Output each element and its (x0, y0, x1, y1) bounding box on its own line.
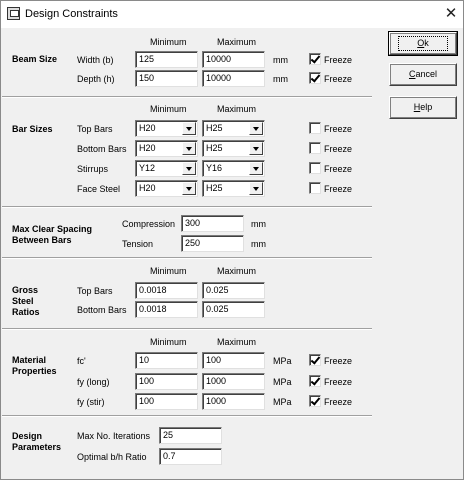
close-icon[interactable]: ✕ (444, 5, 458, 22)
top-bars-freeze-label: Freeze (324, 124, 353, 134)
face-steel-freeze-label: Freeze (324, 184, 353, 194)
bottom-bars-freeze-label: Freeze (324, 144, 353, 154)
top-bars-max-select[interactable] (202, 120, 265, 137)
stirrups-freeze-label: Freeze (324, 164, 353, 174)
title-bar (1, 1, 463, 28)
width-max-input[interactable]: 10000 (202, 51, 265, 68)
section-bar-sizes: Bar Sizes (12, 124, 53, 134)
fy-long-label: fy (long) (77, 377, 110, 387)
help-button[interactable] (389, 96, 457, 119)
bottom-bars-max-select[interactable] (202, 140, 265, 157)
compression-input[interactable]: 300 (181, 215, 244, 232)
compression-unit: mm (251, 219, 266, 229)
ratio-bottom-label: Bottom Bars (77, 305, 127, 315)
width-freeze-label: Freeze (324, 55, 353, 65)
ratio-bottom-max-input[interactable]: 0.025 (202, 301, 265, 318)
top-bars-min-value: H20 (139, 123, 156, 133)
ok-mnemonic: O (417, 38, 425, 48)
fy-long-max-input[interactable]: 1000 (202, 373, 265, 390)
chevron-down-icon[interactable] (249, 162, 263, 175)
app-icon (7, 7, 20, 20)
ratio-top-max-input[interactable]: 0.025 (202, 282, 265, 299)
fc-label: fc' (77, 356, 86, 366)
section-beam-size: Beam Size (12, 54, 58, 64)
chevron-down-icon[interactable] (249, 182, 263, 195)
top-bars-max-value: H25 (206, 123, 223, 133)
depth-max-input[interactable]: 10000 (202, 70, 265, 87)
tension-label: Tension (122, 239, 154, 249)
fy-long-freeze-label: Freeze (324, 377, 353, 387)
fy-long-unit: MPa (273, 377, 292, 387)
stirrups-max-value: Y16 (206, 163, 223, 173)
cancel-mnemonic: C (408, 69, 416, 79)
ratio-top-label: Top Bars (77, 286, 113, 296)
face-steel-max-value: H25 (206, 183, 223, 193)
stirrups-min-value: Y12 (139, 163, 156, 173)
fy-stir-freeze-label: Freeze (324, 397, 353, 407)
stirrups-freeze-checkbox[interactable] (309, 162, 321, 174)
stirrups-label: Stirrups (77, 164, 109, 174)
header-minimum: Minimum (150, 37, 187, 47)
tension-unit: mm (251, 239, 266, 249)
fy-long-freeze-checkbox[interactable] (309, 375, 321, 387)
section-ratios-line2: Steel (12, 296, 34, 306)
fc-max-input[interactable]: 100 (202, 352, 265, 369)
depth-min-input[interactable]: 150 (135, 70, 198, 87)
width-min-input[interactable]: 125 (135, 51, 198, 68)
width-unit: mm (273, 55, 288, 65)
face-steel-freeze-checkbox[interactable] (309, 182, 321, 194)
separator (2, 415, 372, 417)
ratio-bottom-min-input[interactable]: 0.0018 (135, 301, 198, 318)
stirrups-min-select[interactable] (135, 160, 198, 177)
header-maximum: Maximum (217, 104, 257, 114)
ratio-top-min-input[interactable]: 0.0018 (135, 282, 198, 299)
header-maximum: Maximum (217, 266, 257, 276)
section-design-line1: Design (12, 431, 43, 441)
top-bars-freeze-checkbox[interactable] (309, 122, 321, 134)
fy-long-min-input[interactable]: 100 (135, 373, 198, 390)
width-freeze-checkbox[interactable] (309, 53, 321, 65)
window-title: Design Constraints (25, 8, 118, 20)
ok-rest: k (424, 38, 429, 48)
fy-stir-label: fy (stir) (77, 397, 105, 407)
fc-min-input[interactable]: 10 (135, 352, 198, 369)
header-maximum: Maximum (217, 37, 257, 47)
face-steel-min-value: H20 (139, 183, 156, 193)
depth-freeze-checkbox[interactable] (309, 72, 321, 84)
stirrups-max-select[interactable] (202, 160, 265, 177)
depth-unit: mm (273, 74, 288, 84)
header-maximum: Maximum (217, 337, 257, 347)
fc-freeze-label: Freeze (324, 356, 353, 366)
tension-input[interactable]: 250 (181, 235, 244, 252)
iterations-input[interactable]: 25 (159, 427, 222, 444)
separator (2, 257, 372, 259)
cancel-rest: ancel (415, 69, 437, 79)
section-ratios-line3: Ratios (12, 307, 40, 317)
cancel-button[interactable] (389, 63, 457, 86)
top-bars-label: Top Bars (77, 124, 113, 134)
width-label: Width (b) (77, 55, 114, 65)
section-spacing-line1: Max Clear Spacing (12, 224, 93, 234)
fc-freeze-checkbox[interactable] (309, 354, 321, 366)
face-steel-max-select[interactable] (202, 180, 265, 197)
depth-label: Depth (h) (77, 74, 115, 84)
section-spacing-line2: Between Bars (12, 235, 72, 245)
chevron-down-icon[interactable] (182, 162, 196, 175)
fy-stir-min-input[interactable]: 100 (135, 393, 198, 410)
section-ratios-line1: Gross (12, 285, 39, 295)
bottom-bars-freeze-checkbox[interactable] (309, 142, 321, 154)
section-design-line2: Parameters (12, 442, 62, 452)
bottom-bars-max-value: H25 (206, 143, 223, 153)
top-bars-min-select[interactable] (135, 120, 198, 137)
help-mnemonic: H (413, 102, 421, 112)
chevron-down-icon[interactable] (249, 122, 263, 135)
fy-stir-freeze-checkbox[interactable] (309, 395, 321, 407)
separator (2, 96, 372, 98)
fy-stir-max-input[interactable]: 1000 (202, 393, 265, 410)
bottom-bars-min-value: H20 (139, 143, 156, 153)
separator (2, 206, 372, 208)
face-steel-min-select[interactable] (135, 180, 198, 197)
optimal-ratio-input[interactable]: 0.7 (159, 448, 222, 465)
help-rest: elp (420, 102, 433, 112)
depth-freeze-label: Freeze (324, 74, 353, 84)
section-material-line1: Material (12, 355, 47, 365)
bottom-bars-label: Bottom Bars (77, 144, 127, 154)
iterations-label: Max No. Iterations (77, 431, 151, 441)
header-minimum: Minimum (150, 266, 187, 276)
compression-label: Compression (122, 219, 176, 229)
separator (2, 328, 372, 330)
chevron-down-icon[interactable] (182, 182, 196, 195)
header-minimum: Minimum (150, 337, 187, 347)
section-material-line2: Properties (12, 366, 57, 376)
header-minimum: Minimum (150, 104, 187, 114)
ok-button[interactable] (389, 32, 457, 55)
chevron-down-icon[interactable] (182, 142, 196, 155)
face-steel-label: Face Steel (77, 184, 121, 194)
bottom-bars-min-select[interactable] (135, 140, 198, 157)
fy-stir-unit: MPa (273, 397, 292, 407)
chevron-down-icon[interactable] (249, 142, 263, 155)
fc-unit: MPa (273, 356, 292, 366)
chevron-down-icon[interactable] (182, 122, 196, 135)
optimal-ratio-label: Optimal b/h Ratio (77, 452, 147, 462)
